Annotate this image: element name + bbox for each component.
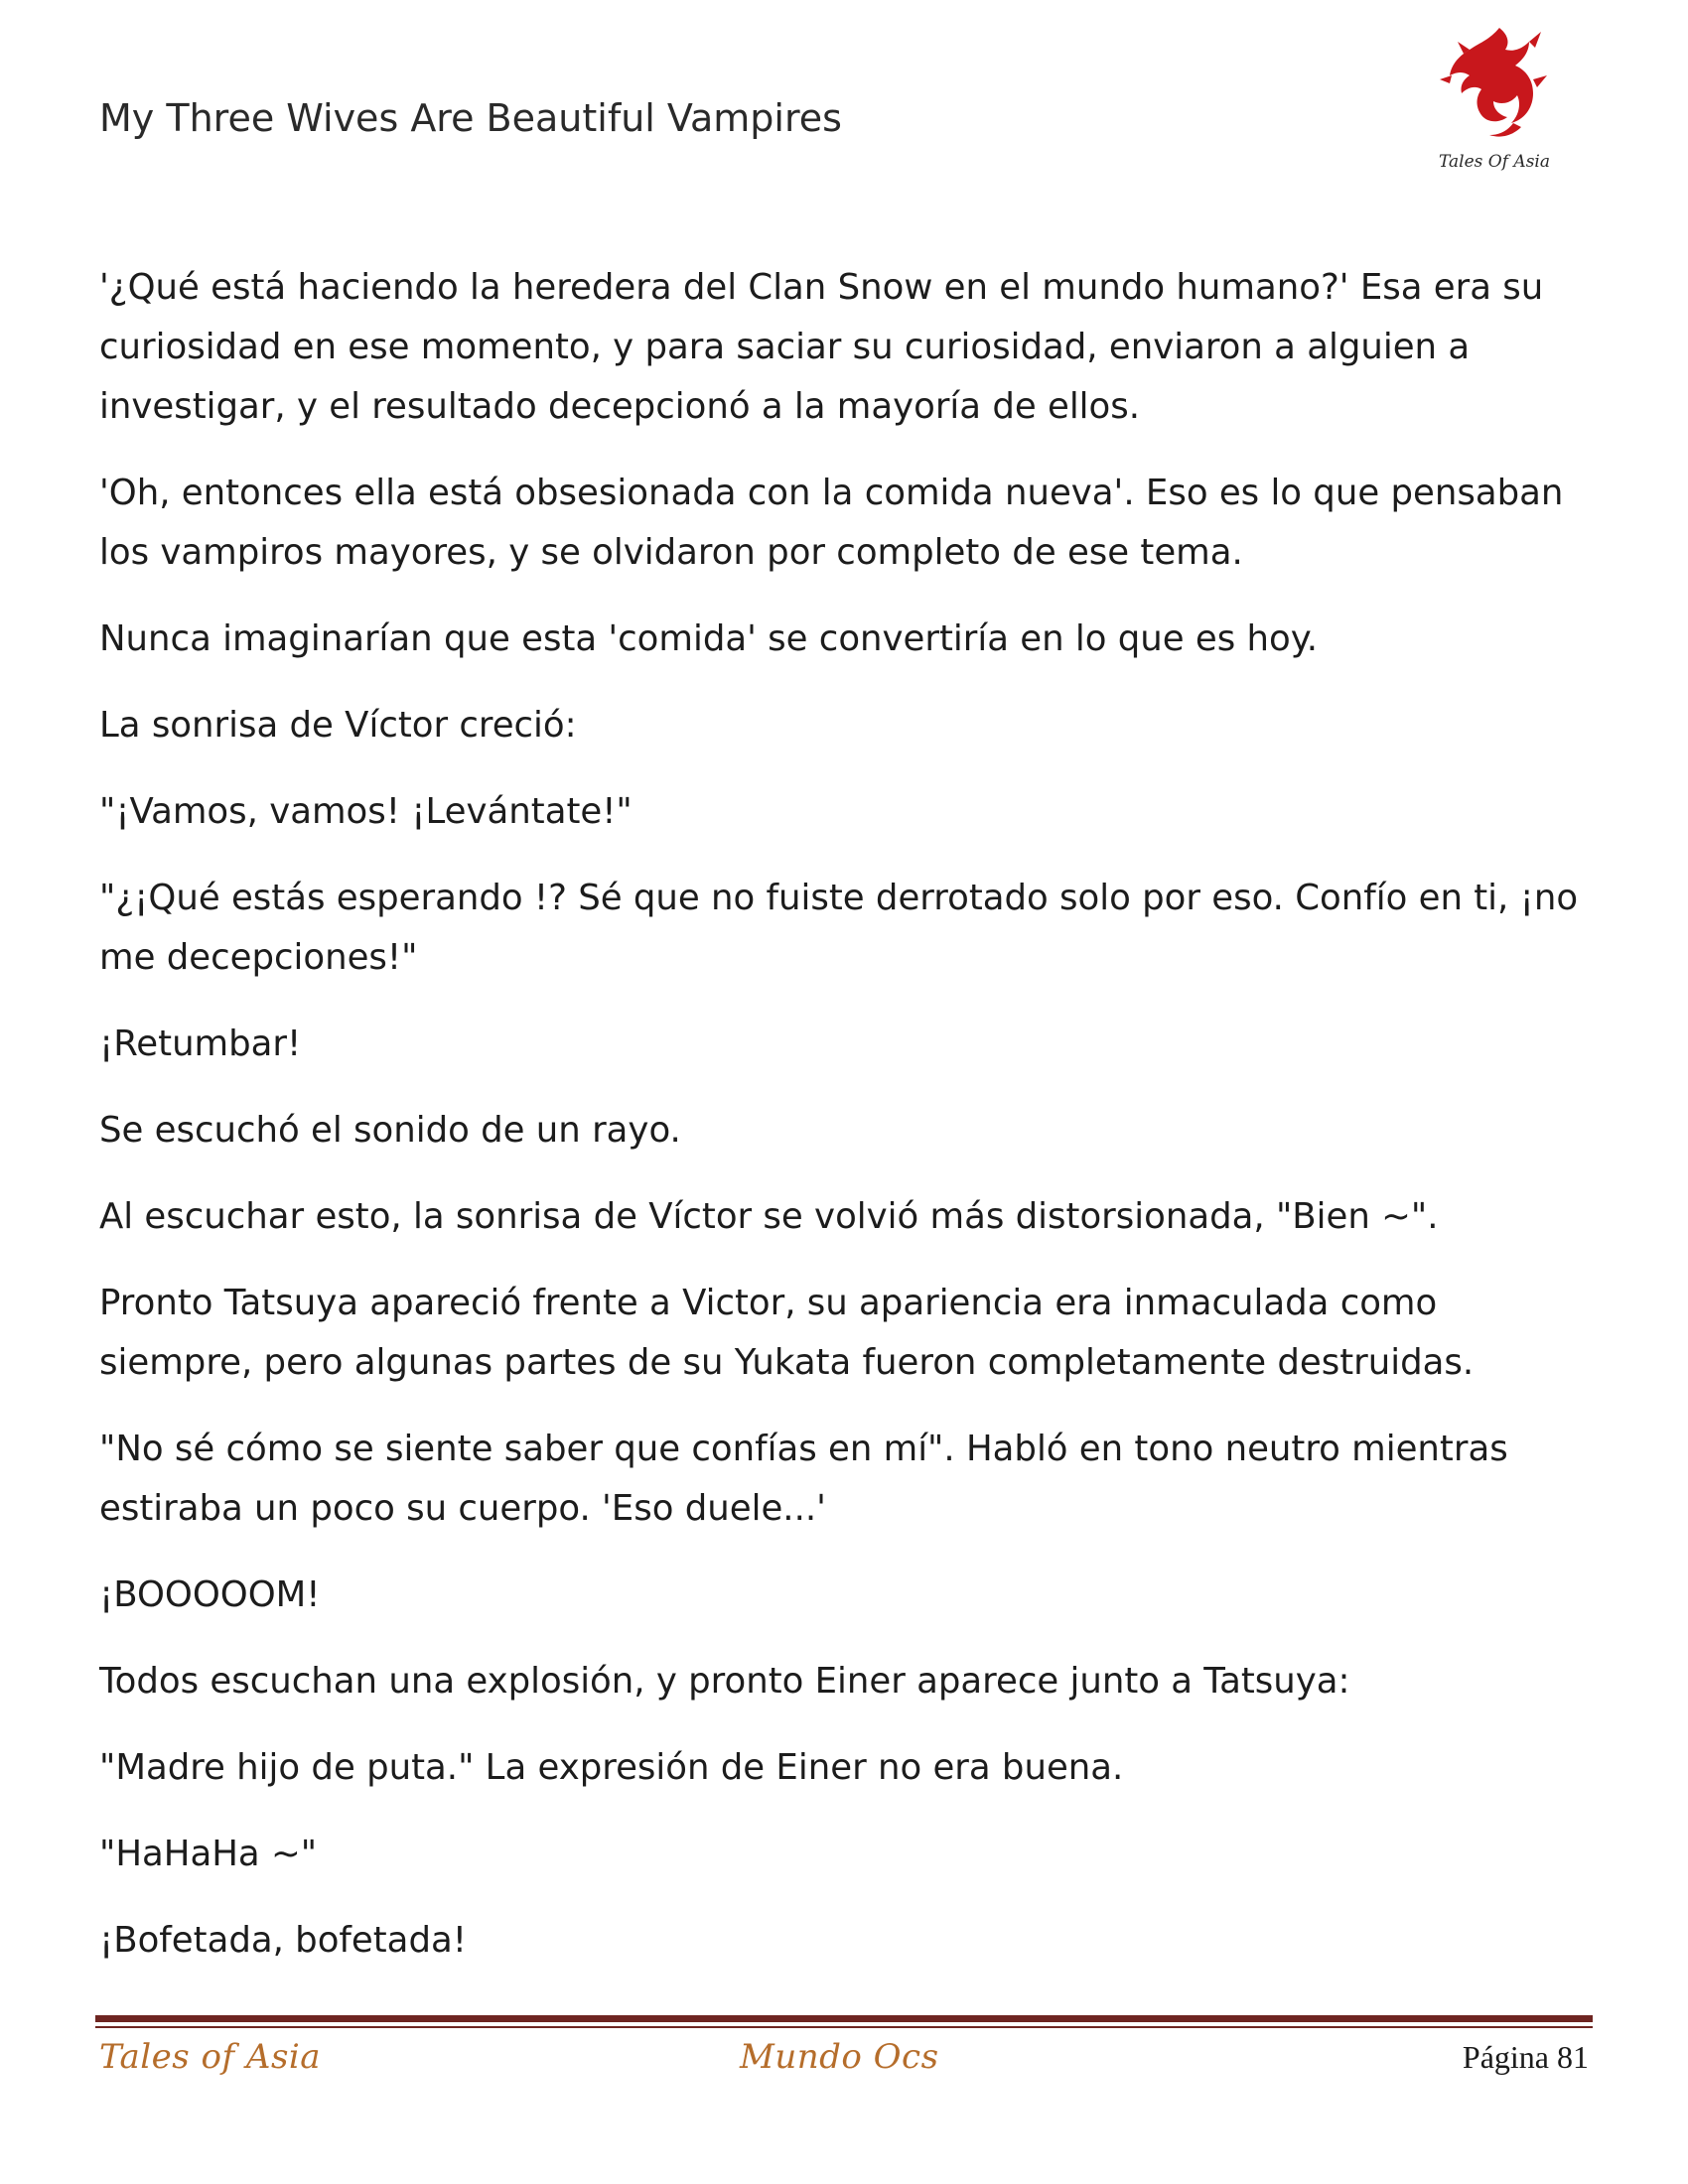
paragraph: La sonrisa de Víctor creció:: [99, 705, 577, 746]
paragraph: ¡Retumbar!: [99, 1024, 302, 1064]
paragraph: Se escuchó el sonido de un rayo.: [99, 1110, 681, 1151]
page-body: [99, 258, 1599, 1997]
paragraph: '¿Qué está haciendo la heredera del Clan Snow en el mundo humano?' Esa era su curiosidad en ese momento, y para saciar su curiosidad, enviaron a alguien a investigar, y el resultado decepcionó a la mayoría de ellos.: [99, 267, 1544, 427]
paragraph: "¿¡Qué estás esperando !? Sé que no fuiste derrotado solo por eso. Confío en ti, ¡no me decepciones!": [99, 878, 1579, 978]
paragraph: "¡Vamos, vamos! ¡Levántate!": [99, 791, 633, 832]
paragraph: ¡Bofetada, bofetada!: [99, 1920, 467, 1961]
paragraph: "Madre hijo de puta." La expresión de Einer no era buena.: [99, 1747, 1124, 1788]
paragraph: Todos escuchan una explosión, y pronto Einer aparece junto a Tatsuya:: [99, 1661, 1350, 1702]
footer-publisher: Tales of Asia: [99, 2037, 322, 2077]
dragon-logo-icon: [1430, 20, 1559, 179]
footer-rule-thin: [95, 2026, 1593, 2028]
logo-text: Tales Of Asia: [1439, 152, 1550, 172]
paragraph: "No sé cómo se siente saber que confías en mí". Habló en tono neutro mientras estiraba un poco su cuerpo. 'Eso duele...': [99, 1429, 1508, 1529]
paragraph: ¡BOOOOOM!: [99, 1574, 321, 1615]
page-number: Página 81: [1462, 2039, 1589, 2075]
footer-rule: [95, 2015, 1593, 2022]
footer-translator: Mundo Ocs: [740, 2037, 939, 2077]
paragraph: Al escuchar esto, la sonrisa de Víctor se volvió más distorsionada, "Bien ~".: [99, 1196, 1439, 1237]
document-title: My Three Wives Are Beautiful Vampires: [99, 96, 842, 140]
paragraph: Nunca imaginarían que esta 'comida' se convertiría en lo que es hoy.: [99, 618, 1318, 659]
paragraph: "HaHaHa ~": [99, 1834, 318, 1874]
paragraph: Pronto Tatsuya apareció frente a Victor, su apariencia era inmaculada como siempre, pero algunas partes de su Yukata fueron completamente destruidas.: [99, 1283, 1475, 1383]
paragraph: 'Oh, entonces ella está obsesionada con la comida nueva'. Eso es lo que pensaban los vampiros mayores, y se olvidaron por completo de ese tema.: [99, 473, 1564, 573]
